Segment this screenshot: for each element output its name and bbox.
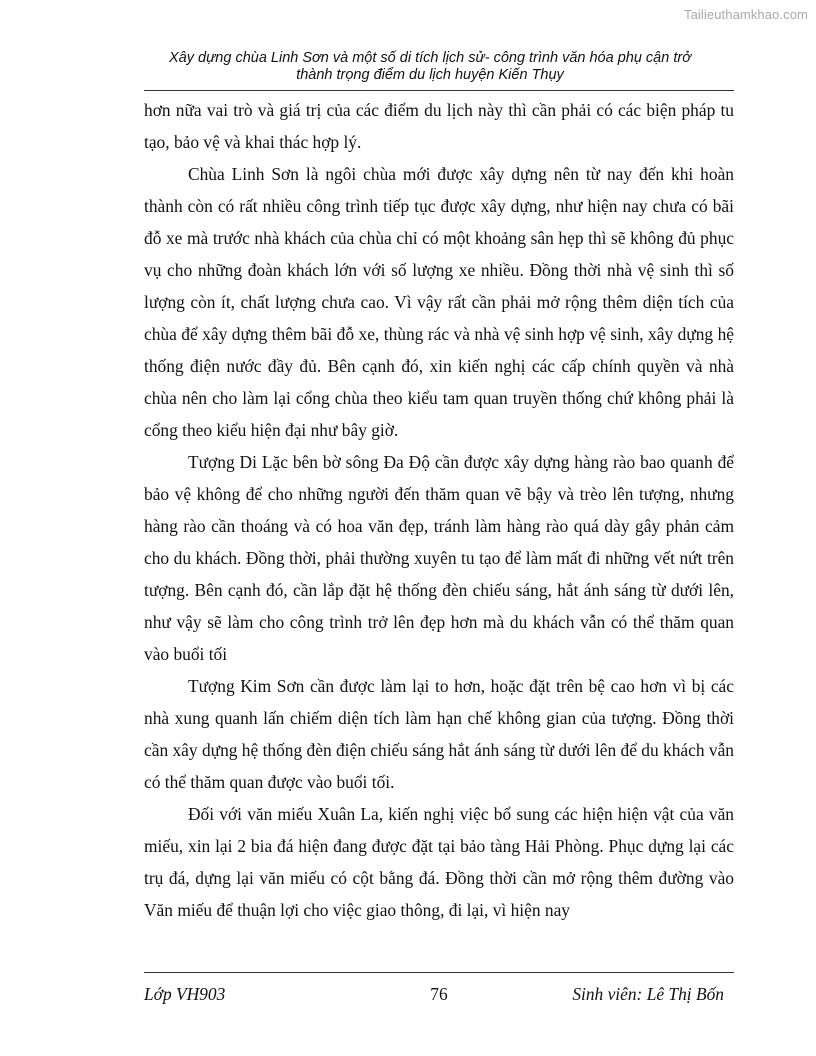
paragraph-continuation: hơn nữa vai trò và giá trị của các điểm du lịch này thì cần phải có các biện pháp tu tạo, bảo vệ và khai thác hợp lý. bbox=[144, 100, 734, 152]
running-header bbox=[130, 50, 730, 84]
header-divider bbox=[144, 90, 734, 91]
paragraph-tuong-di-lac: Tượng Di Lặc bên bờ sông Đa Độ cần được xây dựng hàng rào bao quanh để bảo vệ không để cho những người đến thăm quan vẽ bậy và trèo lên tượng, nhưng hàng rào cần thoáng và có hoa văn đẹp, tránh làm hàng rào quá dày gây phản cảm cho du khách. Đồng thời, phải thường xuyên tu tạo để làm mất đi những vết nứt trên tượng. Bên cạnh đó, cần lắp đặt hệ thống đèn chiếu sáng, hắt ánh sáng từ dưới lên, như vậy sẽ làm cho công trình trở lên đẹp hơn mà du khách vẫn có thể thăm quan vào buổi tối bbox=[144, 452, 734, 664]
footer-class-label: Lớp VH903 bbox=[144, 984, 226, 1004]
footer-divider bbox=[144, 972, 734, 973]
page-footer bbox=[144, 984, 734, 1008]
paragraph-tuong-kim-son: Tượng Kim Sơn cần được làm lại to hơn, hoặc đặt trên bệ cao hơn vì bị các nhà xung quanh lấn chiếm diện tích làm hạn chế không gian của tượng. Đồng thời cần xây dựng hệ thống đèn điện chiếu sáng hắt ánh sáng từ dưới lên để du khách vẫn có thể thăm quan được vào buổi tối. bbox=[144, 676, 734, 792]
header-title-line-1: Xây dựng chùa Linh Sơn và một số di tích lịch sử- công trình văn hóa phụ cận trở bbox=[169, 50, 691, 66]
document-body bbox=[144, 94, 734, 926]
paragraph-van-mieu-xuan-la: Đối với văn miếu Xuân La, kiến nghị việc bổ sung các hiện hiện vật của văn miếu, xin lại 2 bia đá hiện đang được đặt tại bảo tàng Hải Phòng. Phục dựng lại các trụ đá, dựng lại văn miếu có cột bằng đá. Đồng thời cần mở rộng thêm đường vào Văn miếu để thuận lợi cho việc giao thông, đi lại, vì hiện nay bbox=[144, 804, 734, 920]
header-title-line-2: thành trọng điểm du lịch huyện Kiến Thụy bbox=[296, 67, 564, 83]
footer-student-label: Sinh viên: Lê Thị Bốn bbox=[572, 984, 724, 1004]
paragraph-chua-linh-son: Chùa Linh Sơn là ngôi chùa mới được xây dựng nên từ nay đến khi hoàn thành còn có rất nhiều công trình tiếp tục được xây dựng, như hiện nay chưa có bãi đỗ xe mà trước nhà khách của chùa chỉ có một khoảng sân hẹp thì sẽ không đủ phục vụ cho những đoàn khách lớn với số lượng xe nhiều. Đồng thời nhà vệ sinh thì số lượng còn ít, chất lượng chưa cao. Vì vậy rất cần phải mở rộng thêm diện tích của chùa để xây dựng thêm bãi đỗ xe, thùng rác và nhà vệ sinh hợp vệ sinh, xây dựng hệ thống điện nước đầy đủ. Bên cạnh đó, xin kiến nghị các cấp chính quyền và nhà chùa nên cho làm lại cổng chùa theo kiểu tam quan truyền thống chứ không phải là cổng theo kiểu hiện đại như bây giờ. bbox=[144, 164, 734, 440]
watermark-text: Tailieuthamkhao.com bbox=[683, 7, 808, 22]
page-number: 76 bbox=[430, 984, 448, 1004]
